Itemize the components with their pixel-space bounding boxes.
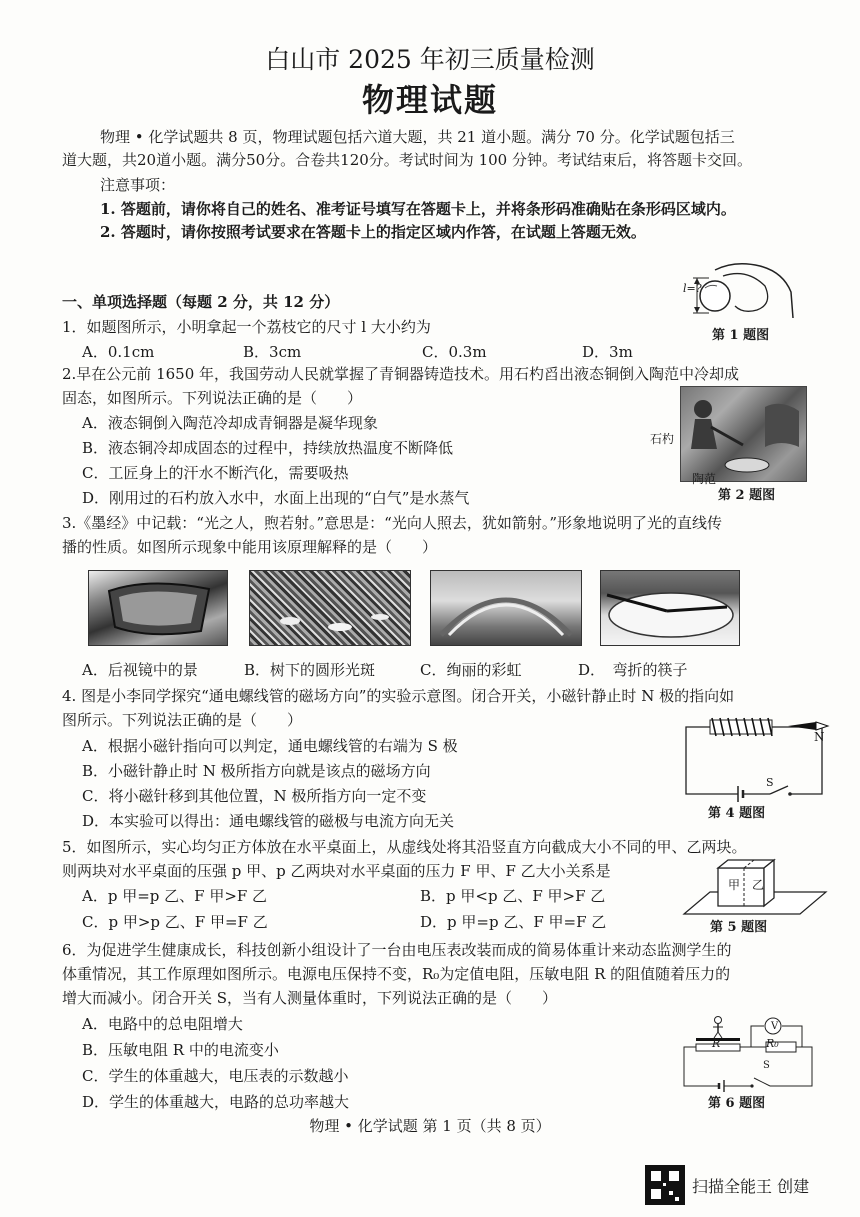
- figure-2-label-taofan: 陶范: [692, 472, 717, 486]
- figure-4-caption: 第 4 题图: [708, 806, 766, 821]
- q2-option-b: B．液态铜冷却成固态的过程中，持续放热温度不断降低: [82, 439, 454, 457]
- figure-6-label-s: S: [763, 1060, 770, 1071]
- figure-6-weighing-circuit: [676, 1016, 826, 1092]
- q6-stem-3: 增大而减小。闭合开关 S，当有人测量体重时，下列说法正确的是（ ）: [62, 989, 558, 1007]
- q1-stem: 1．如题图所示，小明拿起一个荔枝它的尺寸 l 大小约为: [62, 318, 431, 336]
- mirror-icon: [89, 571, 227, 645]
- figure-1-label: l=?: [683, 282, 702, 295]
- figure-6-caption: 第 6 题图: [708, 1096, 766, 1111]
- exam-title: 白山市 2025 年初三质量检测: [265, 45, 595, 74]
- notes-title: 注意事项：: [100, 176, 176, 194]
- scanner-watermark: 扫描全能王 创建: [692, 1177, 810, 1196]
- section-1-title: 一、单项选择题（每题 2 分，共 12 分）: [62, 293, 340, 311]
- figure-6-label-v: V: [771, 1021, 779, 1032]
- q4-option-b: B．小磁针静止时 N 极所指方向就是该点的磁场方向: [82, 762, 431, 780]
- q5-option-c: C．p 甲>p 乙、F 甲=F 乙: [82, 913, 268, 931]
- q3-photo-bent-chopsticks: [600, 570, 740, 646]
- rainbow-icon: [431, 571, 581, 645]
- q6-option-b: B．压敏电阻 R 中的电流变小: [82, 1041, 279, 1059]
- figure-5-label-yi: 乙: [752, 878, 765, 892]
- q5-option-b: B．p 甲<p 乙、F 甲>F 乙: [420, 887, 606, 905]
- q3-option-b: B．树下的圆形光斑: [244, 661, 376, 679]
- q5-stem-2: 则两块对水平桌面的压强 p 甲、p 乙两块对水平桌面的压力 F 甲、F 乙大小关系是: [62, 862, 611, 880]
- note-2: 2. 答题时，请你按照考试要求在答题卡上的指定区域内作答，在试题上答题无效。: [100, 223, 646, 241]
- q2-option-d: D．刚用过的石杓放入水中，水面上出现的“白气”是水蒸气: [82, 489, 470, 507]
- q6-option-a: A．电路中的总电阻增大: [82, 1015, 243, 1033]
- figure-2-caption: 第 2 题图: [718, 488, 776, 503]
- light-spot-icon: [250, 571, 410, 645]
- q3-photo-tree-light-spots: [249, 570, 411, 646]
- q2-option-c: C．工匠身上的汗水不断汽化，需要吸热: [82, 464, 349, 482]
- q4-stem-1: 4. 图是小李同学探究“通电螺线管的磁场方向”的实验示意图。闭合开关，小磁针静止时 N 极的指向如: [62, 687, 735, 705]
- q3-option-d: D． 弯折的筷子: [578, 661, 688, 679]
- q1-option-d: D．3m: [582, 343, 633, 361]
- figure-5-caption: 第 5 题图: [710, 920, 768, 935]
- figure-4-solenoid-circuit: [680, 714, 830, 804]
- q4-stem-2: 图所示。下列说法正确的是（ ）: [62, 711, 303, 729]
- q3-stem-2: 播的性质。如图所示现象中能用该原理解释的是（ ）: [62, 538, 438, 556]
- figure-4-label-n: N: [814, 730, 825, 744]
- q3-stem-1: 3.《墨经》中记载：“光之人，煦若射。”意思是：“光向人照去，犹如箭射。”形象地说明了光的直线传: [62, 514, 722, 532]
- exam-subject-title: 物理试题: [361, 81, 498, 119]
- q6-stem-1: 6．为促进学生健康成长，科技创新小组设计了一台由电压表改装而成的简易体重计来动态监测学生的: [62, 941, 732, 959]
- figure-5-label-jia: 甲: [728, 878, 741, 892]
- figure-2-label-shishao: 石杓: [650, 432, 675, 446]
- q5-option-a: A．p 甲=p 乙、F 甲>F 乙: [82, 887, 268, 905]
- note-1: 1. 答题前，请你将自己的姓名、准考证号填写在答题卡上，并将条形码准确贴在条形码区域内。: [100, 200, 736, 218]
- q1-option-a: A．0.1cm: [82, 343, 155, 361]
- figure-6-label-r: R: [712, 1037, 721, 1050]
- q6-option-d: D．学生的体重越大，电路的总功率越大: [82, 1093, 350, 1111]
- q4-option-c: C．将小磁针移到其他位置，N 极所指方向一定不变: [82, 787, 427, 805]
- q4-option-a: A．根据小磁针指向可以判定，通电螺线管的右端为 S 极: [82, 737, 458, 755]
- q1-option-b: B．3cm: [243, 343, 302, 361]
- q6-option-c: C．学生的体重越大，电压表的示数越小: [82, 1067, 349, 1085]
- q5-stem-1: 5．如图所示，实心均匀正方体放在水平桌面上，从虚线处将其沿竖直方向截成大小不同的甲、乙两块。: [62, 838, 747, 856]
- q1-option-c: C．0.3m: [422, 343, 487, 361]
- q2-stem-1: 2.早在公元前 1650 年，我国劳动人民就掌握了青铜器铸造技术。用石杓舀出液态铜倒入陶范中冷却成: [62, 365, 740, 383]
- intro-line-2: 道大题，共20道小题。满分50分。合卷共120分。考试时间为 100 分钟。考试结束后，将答题卡交回。: [62, 151, 752, 169]
- qr-code-icon: [645, 1165, 685, 1205]
- intro-line-1: 物理 • 化学试题共 8 页，物理试题包括六道大题，共 21 道小题。满分 70 分。化学试题包括三: [100, 128, 735, 146]
- chopsticks-icon: [601, 571, 739, 645]
- page-footer: 物理 • 化学试题 第 1 页（共 8 页）: [309, 1117, 551, 1135]
- figure-4-label-s: S: [766, 776, 774, 789]
- q6-stem-2: 体重情况，其工作原理如图所示。电源电压保持不变，R₀为定值电阻，压敏电阻 R 的阻值随着压力的: [62, 965, 731, 983]
- q3-option-a: A．后视镜中的景: [82, 661, 198, 679]
- q4-option-d: D．本实验可以得出：通电螺线管的磁极与电流方向无关: [82, 812, 455, 830]
- q3-photo-rainbow: [430, 570, 582, 646]
- figure-2-scene-icon: [681, 387, 806, 481]
- q3-option-c: C．绚丽的彩虹: [420, 661, 522, 679]
- figure-2-bronze-casting-photo: [680, 386, 807, 482]
- q3-photo-rearview-mirror: [88, 570, 228, 646]
- q5-option-d: D．p 甲=p 乙、F 甲=F 乙: [420, 913, 607, 931]
- q2-stem-2: 固态，如图所示。下列说法正确的是（ ）: [62, 389, 363, 407]
- figure-1-caption: 第 1 题图: [712, 328, 770, 343]
- figure-6-label-r0: R₀: [766, 1037, 779, 1050]
- q2-option-a: A．液态铜倒入陶范冷却成青铜器是凝华现象: [82, 414, 378, 432]
